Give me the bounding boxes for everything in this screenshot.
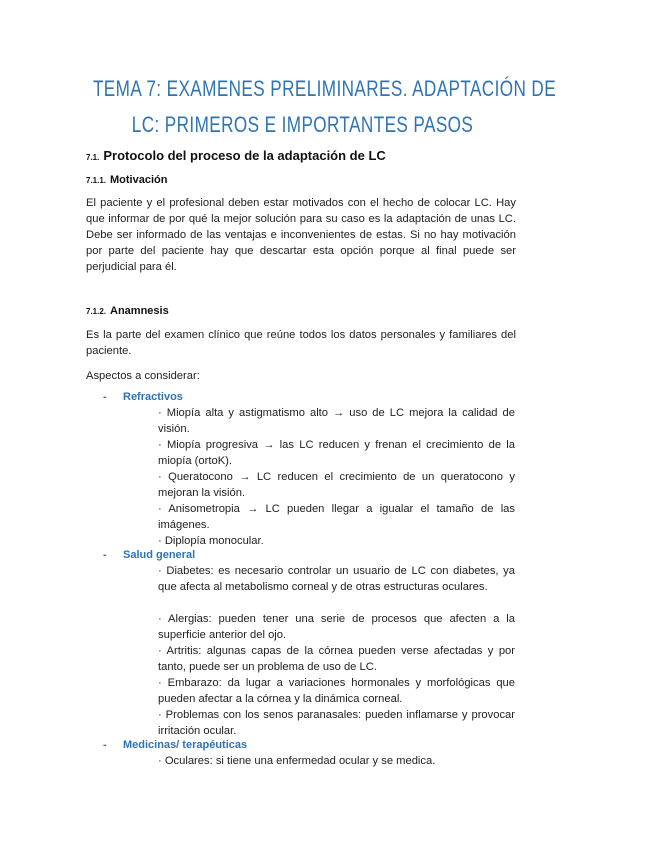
bullet-refractivos-label: Refractivos — [123, 391, 183, 403]
section-number: 7.1. — [86, 153, 100, 162]
aspects-label: Aspectos a considerar: — [86, 370, 200, 382]
list-item: · Oculares: si tiene una enfermedad ocular y se medica. — [158, 755, 436, 767]
list-item: · Queratocono → LC reducen el crecimiento de un queratocono y mejoran la visión. — [158, 471, 515, 499]
bullet-salud-general — [103, 549, 195, 561]
motivacion-heading — [86, 174, 167, 186]
list-item: · Problemas con los senos paranasales: pueden inflamarse y provocar irritación ocular. — [158, 709, 515, 737]
document-title-line-2: LC: PRIMEROS E IMPORTANTES PASOS — [131, 112, 474, 137]
motivacion-number: 7.1.1. — [86, 176, 107, 185]
bullet-medicinas — [103, 739, 247, 751]
list-item: · Embarazo: da lugar a variaciones hormonales y morfológicas que pueden afectar a la córnea y la dinámica corneal. — [158, 677, 515, 705]
list-item: · Miopía progresiva → las LC reducen y frenan el crecimiento de la miopía (ortoK). — [158, 439, 515, 467]
anamnesis-heading — [86, 305, 169, 317]
anamnesis-title: Anamnesis — [110, 305, 169, 317]
motivacion-title: Motivación — [110, 174, 168, 186]
bullet-dash: - — [103, 391, 107, 403]
bullet-medicinas-label: Medicinas/ terapéuticas — [123, 739, 248, 751]
bullet-refractivos — [103, 391, 183, 403]
bullet-salud-label: Salud general — [123, 549, 196, 561]
list-item: · Alergias: pueden tener una serie de procesos que afecten a la superficie anterior del ojo. — [158, 613, 515, 641]
bullet-dash: - — [103, 549, 107, 561]
anamnesis-paragraph: Es la parte del examen clínico que reúne todos los datos personales y familiares del paciente. — [86, 329, 516, 357]
list-item: · Diabetes: es necesario controlar un usuario de LC con diabetes, ya que afecta al metabolismo corneal y de otras estructuras oculares. — [158, 565, 515, 593]
bullet-dash: - — [103, 739, 107, 751]
anamnesis-number: 7.1.2. — [86, 307, 107, 316]
section-title: Protocolo del proceso de la adaptación de LC — [103, 148, 386, 163]
section-heading — [86, 148, 386, 163]
motivacion-paragraph: El paciente y el profesional deben estar motivados con el hecho de colocar LC. Hay que informar de por qué la mejor solución para su caso es la adaptación de unas LC. Debe ser informado de las ventajas e inconvenientes de estas. Si no hay motivación por parte del paciente hay que descartar esta opción porque al final puede ser perjudicial para él. — [86, 197, 516, 273]
list-item: · Miopía alta y astigmatismo alto → uso de LC mejora la calidad de visión. — [158, 407, 515, 435]
document-title-line-1: TEMA 7: EXAMENES PRELIMINARES. ADAPTACIÓN DE — [92, 76, 557, 101]
list-item: · Anisometropia → LC pueden llegar a igualar el tamaño de las imágenes. — [158, 503, 515, 531]
list-item: · Artritis: algunas capas de la córnea pueden verse afectadas y por tanto, puede ser un problema de uso de LC. — [158, 645, 515, 673]
list-item: · Diplopía monocular. — [158, 535, 264, 547]
